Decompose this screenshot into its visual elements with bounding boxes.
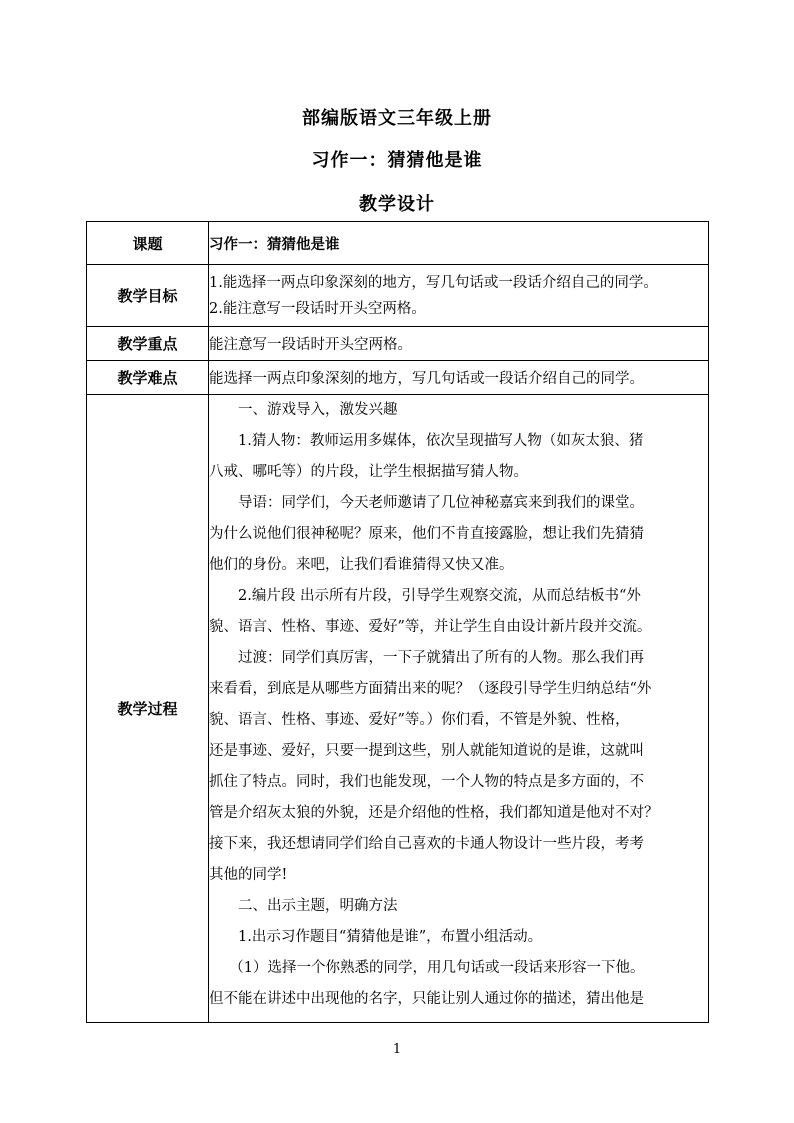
goal-item: 1.能选择一两点印象深刻的地方，写几句话或一段话介绍自己的同学。 (209, 274, 658, 291)
process-line: 过渡：同学们真厉害，一下子就猜出了所有的人物。那么我们再 (238, 650, 644, 666)
process-heading: 一、游戏导入，激发兴趣 (238, 402, 398, 418)
goals-value (209, 265, 709, 327)
process-label: 教学过程 (87, 395, 209, 1023)
table-row-topic (87, 222, 709, 265)
process-line: 为什么说他们很神秘呢？原来，他们不肯直接露脸，想让我们先猜猜 (209, 526, 644, 542)
table-row-goals (87, 265, 709, 327)
goal-item: 2.能注意写一段话时开头空两格。 (209, 300, 426, 317)
process-line: 1.出示习作题目“猜猜他是谁”，布置小组活动。 (238, 929, 543, 945)
doc-title-lesson: 习作一：猜猜他是谁 (311, 150, 483, 171)
table-row-process (87, 395, 709, 1023)
process-line: 其他的同学! (209, 867, 288, 883)
process-line: 2.编片段 出示所有片段，引导学生观察交流，从而总结板书“外 (238, 588, 641, 604)
process-line: 管是介绍灰太狼的外貌，还是介绍他的性格，我们都知道是他对不对？ (209, 805, 659, 821)
process-text (209, 395, 708, 1022)
process-line: （1）选择一个你熟悉的同学，用几句话或一段话来形容一下他。 (229, 960, 645, 976)
topic-label: 课题 (87, 222, 209, 265)
topic-value: 习作一：猜猜他是谁 (209, 222, 709, 265)
difficulty-value: 能选择一两点印象深刻的地方，写几句话或一段话介绍自己的同学。 (209, 361, 709, 395)
process-line: 他们的身份。来吧，让我们看谁猜得又快又准。 (209, 557, 514, 573)
table-row-key-point (87, 327, 709, 361)
process-line: 抓住了特点。同时，我们也能发现，一个人物的特点是多方面的，不 (209, 774, 644, 790)
key-point-label: 教学重点 (87, 327, 209, 361)
doc-title-grade: 部编版语文三年级上册 (302, 108, 492, 129)
process-line: 貌、语言、性格、事迹、爱好”等，并让学生自由设计新片段并交流。 (209, 619, 652, 635)
process-line: 来看看，到底是从哪些方面猜出来的呢？（逐段引导学生归纳总结“外 (209, 681, 652, 697)
process-line: 还是事迹、爱好，只要一提到这些，别人就能知道说的是谁，这就叫 (209, 743, 644, 759)
table-row-difficulty (87, 361, 709, 395)
page-number: 1 (392, 1042, 402, 1057)
process-line: 1.猜人物：教师运用多媒体，依次呈现描写人物（如灰太狼、猪 (238, 433, 644, 449)
process-line: 但不能在讲述中出现他的名字，只能让别人通过你的描述，猜出他是 (209, 991, 644, 1007)
doc-title-type: 教学设计 (359, 194, 435, 215)
process-line: 八戒、哪吒等）的片段，让学生根据描写猜人物。 (209, 464, 528, 480)
process-value (209, 395, 709, 1023)
process-line: 貌、语言、性格、事迹、爱好”等。）你们看，不管是外貌、性格， (209, 712, 630, 728)
process-line: 导语：同学们，今天老师邀请了几位神秘嘉宾来到我们的课堂。 (238, 495, 644, 511)
process-heading: 二、出示主题，明确方法 (238, 898, 398, 914)
difficulty-label: 教学难点 (87, 361, 209, 395)
goals-label: 教学目标 (87, 265, 209, 327)
process-line: 接下来，我还想请同学们给自己喜欢的卡通人物设计一些片段，考考 (209, 836, 644, 852)
lesson-plan-table (86, 221, 709, 1023)
key-point-value: 能注意写一段话时开头空两格。 (209, 327, 709, 361)
